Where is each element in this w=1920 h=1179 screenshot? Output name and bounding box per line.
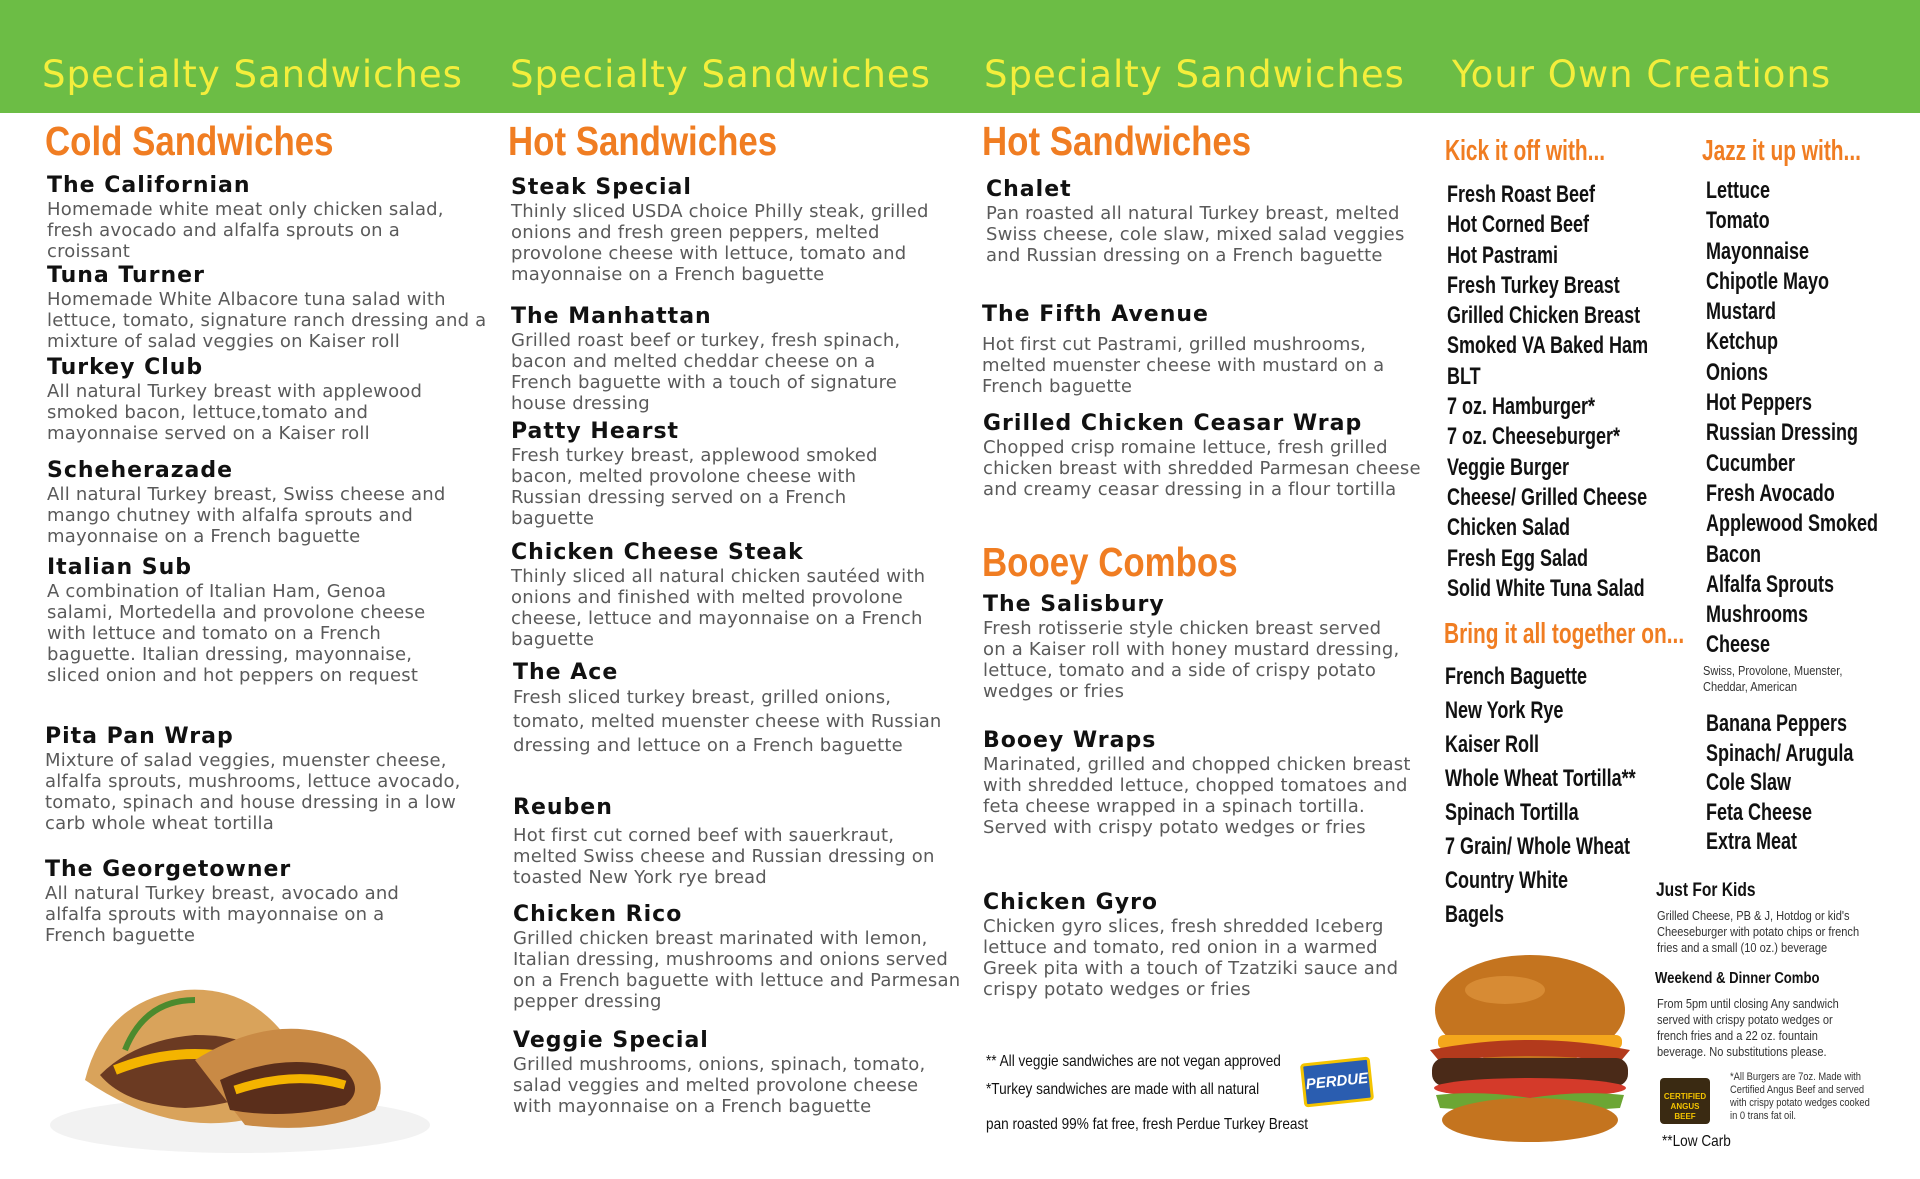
menu-item: The Manhattan Grilled roast beef or turkey, fresh spinach, bacon and melted cheddar cheese on a French baguette with a touch of signature house dressing: [511, 304, 901, 414]
turkey-note-2: pan roasted 99% fat free, fresh Perdue Turkey Breast: [986, 1116, 1309, 1133]
kick-heading: Kick it off with...: [1445, 135, 1606, 167]
list-item: Tomato: [1706, 207, 1770, 235]
list-item: Whole Wheat Tortilla**: [1445, 765, 1636, 792]
list-item: Mushrooms: [1706, 601, 1809, 629]
list-item: Ketchup: [1706, 328, 1778, 356]
menu-item: The Georgetowner All natural Turkey breast, avocado and alfalfa sprouts with mayonnaise on a French baguette: [45, 857, 400, 946]
list-item: Chipotle Mayo: [1706, 267, 1830, 295]
turkey-note: *Turkey sandwiches are made with all natural: [986, 1081, 1260, 1098]
jazz-heading: Jazz it up with...: [1702, 135, 1861, 167]
list-item: Hot Pastrami: [1447, 241, 1559, 269]
menu-item: The Salisbury Fresh rotisserie style chicken breast served on a Kaiser roll with honey mustard dressing, lettuce, tomato and a side of crispy potato wedges or fries: [983, 592, 1400, 702]
list-item: Fresh Roast Beef: [1447, 181, 1596, 208]
combo-heading: Weekend & Dinner Combo: [1655, 970, 1820, 987]
menu-item: Patty Hearst Fresh turkey breast, applewood smoked bacon, melted provolone cheese with Russian dressing served on a French baguette: [511, 419, 878, 529]
angus-badge: CERTIFIED ANGUS BEEF: [1660, 1078, 1710, 1124]
list-item: Bagels: [1445, 901, 1505, 928]
list-item: Cheese/ Grilled Cheese: [1447, 483, 1648, 511]
list-item: Hot Peppers: [1706, 389, 1813, 417]
burger-note: *All Burgers are 7oz. Made with Certified Angus Beef and served with crispy potato wedges cooked in 0 trans fat oil.: [1730, 1071, 1870, 1122]
list-item: Lettuce: [1706, 177, 1771, 204]
list-item: 7 oz. Cheeseburger*: [1447, 423, 1621, 451]
list-item: Hot Corned Beef: [1447, 211, 1590, 239]
band-title-3: Specialty Sandwiches: [984, 53, 1405, 96]
list-item: Solid White Tuna Salad: [1447, 574, 1645, 602]
menu-item: Pita Pan Wrap Mixture of salad veggies, muenster cheese, alfalfa sprouts, mushrooms, lettuce avocado, tomato, spinach and house dressing in a low carb whole wheat tortilla: [45, 724, 461, 834]
list-item: Smoked VA Baked Ham: [1447, 332, 1649, 360]
list-item: Alfalfa Sprouts: [1706, 570, 1835, 598]
bring-heading: Bring it all together on...: [1444, 618, 1685, 650]
list-item: Mustard: [1706, 298, 1777, 326]
menu-item: The Ace Fresh sliced turkey breast, grilled onions, tomato, melted muenster cheese with Russian dressing and lettuce on a French baguette: [513, 660, 942, 756]
menu-item: Booey Wraps Marinated, grilled and chopped chicken breast with shredded lettuce, chopped tomatoes and feta cheese wrapped in a spinach tortilla. Served with crispy potato wedges or fries: [983, 728, 1411, 838]
menu-item: The Californian Homemade white meat only chicken salad, fresh avocado and alfalfa sprouts on a croissant: [47, 173, 444, 262]
list-item: Applewood Smoked: [1706, 510, 1879, 538]
list-item: Spinach Tortilla: [1445, 799, 1579, 826]
list-item: 7 Grain/ Whole Wheat: [1445, 833, 1631, 860]
list-item: 7 oz. Hamburger*: [1447, 393, 1596, 421]
list-item: Feta Cheese: [1706, 798, 1813, 826]
list-item: Banana Peppers: [1706, 710, 1848, 737]
menu-item: Chalet Pan roasted all natural Turkey breast, melted Swiss cheese, cole slaw, mixed salad veggies and Russian dressing on a French baguette: [986, 177, 1405, 266]
list-item: Country White: [1445, 867, 1568, 894]
list-item: Russian Dressing: [1706, 419, 1859, 447]
list-item: Fresh Egg Salad: [1447, 544, 1589, 572]
menu-item: Italian Sub A combination of Italian Ham, Genoa salami, Mortedella and provolone cheese with lettuce and tomato on a French baguette. Italian dressing, mayonnaise, sliced onion and hot peppers on request: [47, 555, 426, 686]
list-item: Veggie Burger: [1447, 453, 1570, 481]
vegan-note: ** All veggie sandwiches are not vegan approved: [986, 1053, 1281, 1070]
list-item: Chicken Salad: [1447, 514, 1571, 542]
kids-text: Grilled Cheese, PB & J, Hotdog or kid's Cheeseburger with potato chips or french fries and a small (10 oz.) beverage: [1657, 908, 1860, 955]
menu-item: Veggie Special Grilled mushrooms, onions, spinach, tomato, salad veggies and melted provolone cheese with mayonnaise on a French baguette: [513, 1028, 926, 1117]
list-item: Onions: [1706, 358, 1769, 386]
band-title-1: Specialty Sandwiches: [42, 53, 463, 96]
sandwich-photo: [45, 930, 435, 1155]
list-item: Fresh Avocado: [1706, 479, 1835, 507]
list-item: Bacon: [1706, 540, 1762, 568]
menu-item: Chicken Gyro Chicken gyro slices, fresh shredded Iceberg lettuce and tomato, red onion in a warmed Greek pita with a touch of Tzatziki sauce and crispy potato wedges or fries: [983, 890, 1399, 1000]
kids-heading: Just For Kids: [1656, 880, 1756, 901]
menu-item: Turkey Club All natural Turkey breast with applewood smoked bacon, lettuce,tomato and mayonnaise served on a Kaiser roll: [47, 355, 423, 444]
list-item: Extra Meat: [1706, 828, 1798, 855]
menu-item: Reuben Hot first cut corned beef with sauerkraut, melted Swiss cheese and Russian dressing on toasted New York rye bread: [513, 795, 935, 888]
list-item: BLT: [1447, 362, 1481, 390]
list-item: New York Rye: [1445, 697, 1564, 724]
cheese-note: Swiss, Provolone, Muenster, Cheddar, American: [1703, 663, 1843, 694]
menu-item: Chicken Rico Grilled chicken breast marinated with lemon, Italian dressing, mushrooms and onions served on a French baguette with lettuce and Parmesan pepper dressing: [513, 902, 961, 1012]
menu-item: Grilled Chicken Ceasar Wrap Chopped crisp romaine lettuce, fresh grilled chicken breast with shredded Parmesan cheese and creamy ceasar dressing in a flour tortilla: [983, 411, 1421, 500]
list-item: Cheese: [1706, 631, 1771, 659]
combo-text: From 5pm until closing Any sandwich served with crispy potato wedges or french fries and a 22 oz. fountain beverage. No substitutions please.: [1657, 996, 1839, 1059]
menu-item: Scheherazade All natural Turkey breast, Swiss cheese and mango chutney with alfalfa sprouts and mayonnaise on a French baguette: [47, 458, 446, 547]
list-item: Cucumber: [1706, 449, 1796, 477]
menu-item: Steak Special Thinly sliced USDA choice Philly steak, grilled onions and fresh green peppers, melted provolone cheese with lettuce, tomato and mayonnaise on a French baguette: [511, 175, 929, 285]
low-carb-note: **Low Carb: [1662, 1133, 1731, 1150]
booey-combos-heading: Booey Combos: [982, 539, 1238, 585]
menu-item: The Fifth Avenue Hot first cut Pastrami, grilled mushrooms, melted muenster cheese with mustard on a French baguette: [982, 302, 1385, 397]
menu-item: Tuna Turner Homemade White Albacore tuna salad with lettuce, tomato, signature ranch dressing and a mixture of salad veggies on Kaiser roll: [47, 263, 487, 352]
burger-photo: [1410, 950, 1650, 1145]
hot-sandwiches-heading-1: Hot Sandwiches: [508, 118, 778, 164]
list-item: Grilled Chicken Breast: [1447, 302, 1641, 330]
band-title-2: Specialty Sandwiches: [510, 53, 931, 96]
perdue-logo: PERDUE: [1300, 1056, 1374, 1107]
list-item: Kaiser Roll: [1445, 731, 1540, 758]
list-item: French Baguette: [1445, 663, 1588, 690]
jazz-list: [1706, 176, 1920, 661]
menu-item: Chicken Cheese Steak Thinly sliced all natural chicken sautéed with onions and finished with melted provolone cheese, lettuce and mayonnaise on a French baguette: [511, 540, 926, 650]
list-item: Spinach/ Arugula: [1706, 739, 1854, 767]
cold-sandwiches-heading: Cold Sandwiches: [45, 118, 334, 164]
list-item: Fresh Turkey Breast: [1447, 271, 1620, 299]
kick-list: [1447, 180, 1715, 604]
list-item: Mayonnaise: [1706, 237, 1810, 265]
list-item: Cole Slaw: [1706, 769, 1792, 796]
band-title-4: Your Own Creations: [1452, 53, 1832, 96]
jazz-list-2: [1706, 709, 1902, 857]
hot-sandwiches-heading-2: Hot Sandwiches: [982, 118, 1252, 164]
